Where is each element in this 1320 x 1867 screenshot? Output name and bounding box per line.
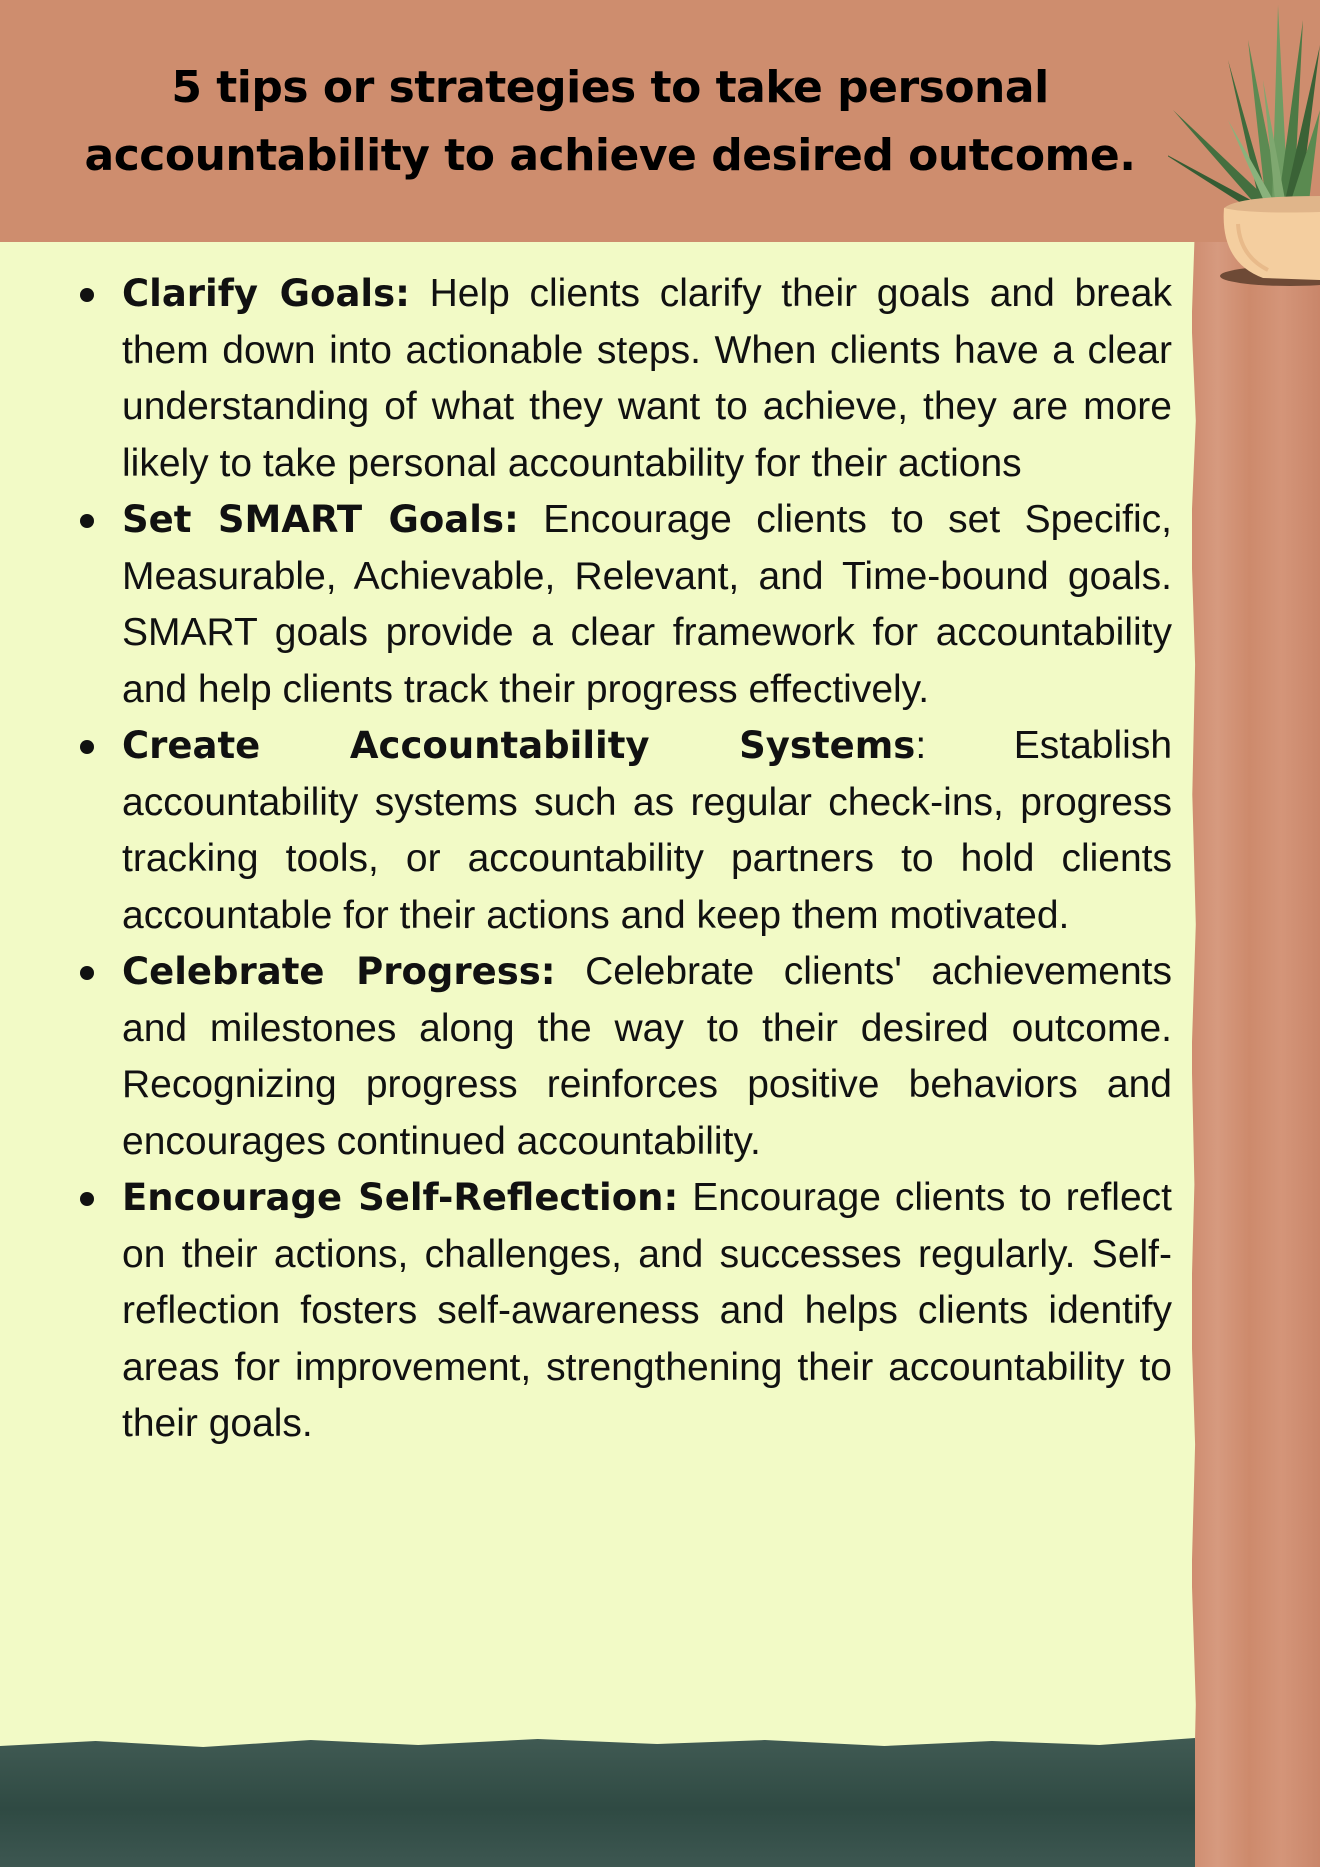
bullet-icon	[80, 966, 94, 980]
header-banner	[0, 0, 1320, 242]
tips-list	[0, 266, 1172, 1453]
list-item	[122, 492, 1172, 718]
list-item	[122, 944, 1172, 1170]
bullet-icon	[80, 514, 94, 528]
page-title: 5 tips or strategies to take personal accountability to achieve desired outcome.	[84, 62, 1136, 181]
tip-body: Encourage clients to set Specific, Measurable, Achievable, Relevant, and Time-bound goals. SMART goals provide a clear framework for accountability and help clients track their progress effectively.	[122, 498, 1173, 711]
bullet-icon	[80, 288, 94, 302]
tip-title: Set SMART Goals:	[122, 498, 519, 541]
bullet-icon	[80, 1192, 94, 1206]
tip-title: Create Accountability Systems	[122, 724, 916, 767]
tip-body: Encourage clients to reflect on their actions, challenges, and successes regularly. Self-reflection fosters self-awareness and helps clients identify areas for improvement, strengthening their accountability to their goals.	[122, 1176, 1172, 1445]
tip-title: Celebrate Progress:	[122, 950, 556, 993]
tip-title: Encourage Self-Reflection:	[122, 1176, 679, 1219]
tip-title: Clarify Goals:	[122, 272, 410, 315]
footer-decorative-band	[0, 1738, 1195, 1867]
list-item	[122, 266, 1172, 492]
list-item	[122, 1170, 1172, 1453]
potted-succulent-icon	[1168, 0, 1320, 290]
bullet-icon	[80, 740, 94, 754]
tip-body: Help clients clarify their goals and break them down into actionable steps. When clients have a clear understanding of what they want to achieve, they are more likely to take personal accountability for their actions	[122, 272, 1173, 485]
tip-body: : Establish accountability systems such as regular check-ins, progress tracking tools, or accountability partners to hold clients accountable for their actions and keep them motivated.	[122, 724, 1173, 937]
list-item	[122, 718, 1172, 944]
side-decorative-strip	[1192, 242, 1320, 1867]
tip-body: Celebrate clients' achievements and milestones along the way to their desired outcome. Recognizing progress reinforces positive behaviors and encourages continued accountability.	[122, 950, 1172, 1163]
